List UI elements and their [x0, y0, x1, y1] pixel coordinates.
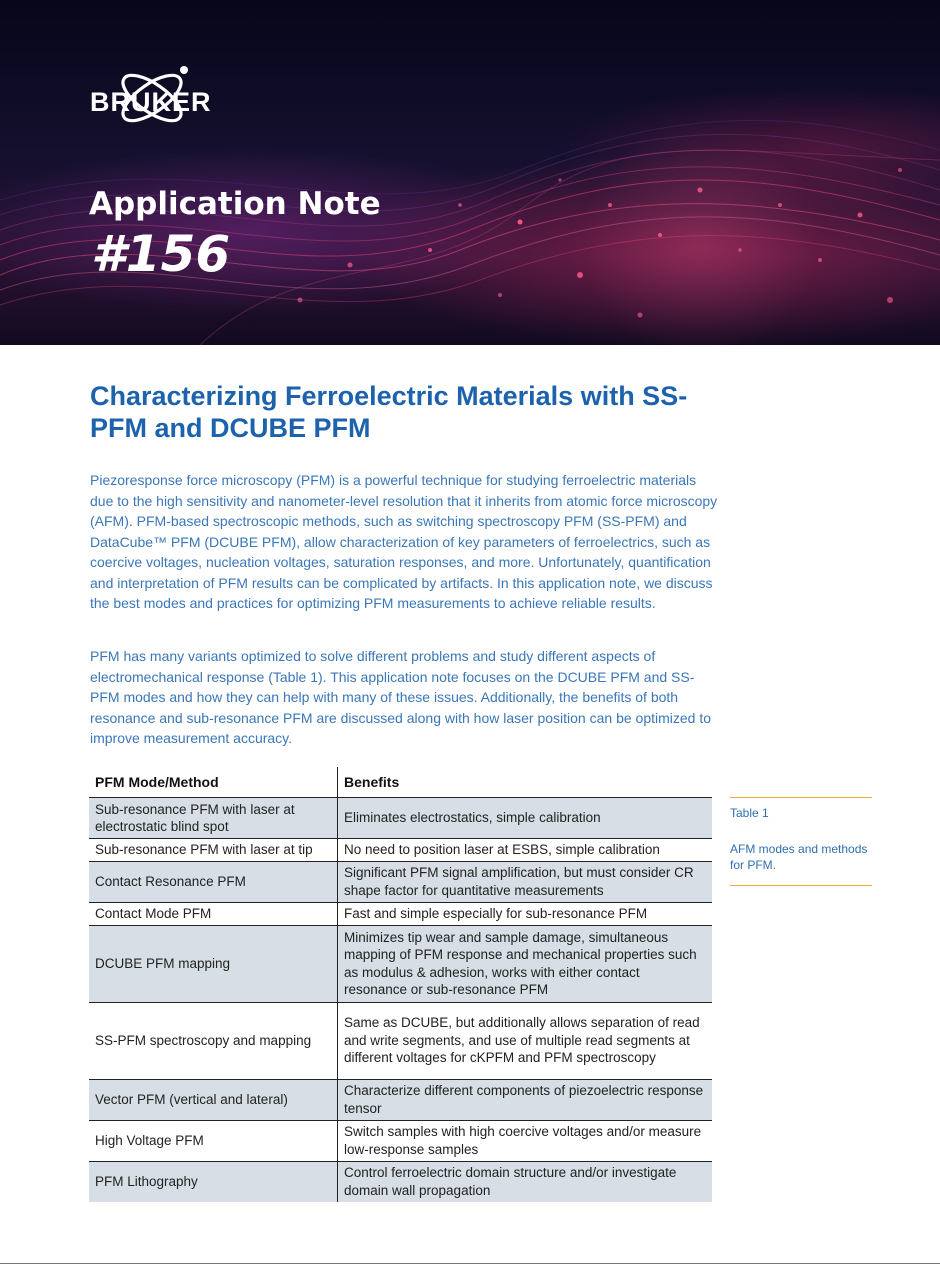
benefit-cell: Control ferroelectric domain structure and/or investigate domain wall propagation	[338, 1161, 713, 1202]
column-header-benefits: Benefits	[338, 767, 713, 798]
brand-logo-text: BRUKER	[90, 87, 212, 117]
application-note-number: #156	[91, 225, 231, 283]
page-title: Characterizing Ferroelectric Materials with SS-PFM and DCUBE PFM	[90, 381, 688, 443]
mode-cell: Sub-resonance PFM with laser at electrostatic blind spot	[89, 798, 338, 839]
benefit-cell: Significant PFM signal amplification, but must consider CR shape factor for quantitative measurements	[338, 861, 713, 902]
network-wave-graphic	[0, 0, 940, 345]
table-row	[89, 1161, 712, 1202]
table-row	[89, 798, 712, 839]
table-row	[89, 925, 712, 1002]
column-header-mode: PFM Mode/Method	[89, 767, 338, 798]
benefit-cell: Switch samples with high coercive voltages and/or measure low-response samples	[338, 1120, 713, 1161]
caption-top-rule	[730, 797, 872, 798]
benefit-cell: Characterize different components of piezoelectric response tensor	[338, 1079, 713, 1120]
table-row	[89, 839, 712, 862]
mode-cell: High Voltage PFM	[89, 1120, 338, 1161]
mode-cell: SS-PFM spectroscopy and mapping	[89, 1002, 338, 1079]
benefit-cell: No need to position laser at ESBS, simple calibration	[338, 839, 713, 862]
table-row	[89, 861, 712, 902]
table-row	[89, 1079, 712, 1120]
benefit-cell: Same as DCUBE, but additionally allows separation of read and write segments, and use of multiple read segments at different voltages for cKPFM and PFM spectroscopy	[338, 1002, 713, 1079]
mode-cell: DCUBE PFM mapping	[89, 925, 338, 1002]
table-header-row	[89, 767, 712, 798]
mode-cell: Vector PFM (vertical and lateral)	[89, 1079, 338, 1120]
page-bottom-rule	[0, 1263, 940, 1264]
table-row	[89, 1120, 712, 1161]
mode-cell: Sub-resonance PFM with laser at tip	[89, 839, 338, 862]
mode-cell: PFM Lithography	[89, 1161, 338, 1202]
caption-bottom-rule	[730, 885, 872, 886]
table-caption-label: Table 1	[730, 806, 769, 820]
benefit-cell: Eliminates electrostatics, simple calibration	[338, 798, 713, 839]
table-row	[89, 1002, 712, 1079]
table-row	[89, 902, 712, 925]
benefit-cell: Minimizes tip wear and sample damage, simultaneous mapping of PFM response and mechanical properties such as modulus & adhesion, works with either contact resonance or sub-resonance PFM	[338, 925, 713, 1002]
modes-paragraph: PFM has many variants optimized to solve different problems and study different aspects of electromechanical response (Table 1). This application note focuses on the DCUBE PFM and SS-PFM modes and how they can help with many of these issues. Additionally, the benefits of both resonance and sub-resonance PFM are discussed along with how laser position can be optimized to improve measurement accuracy.	[90, 648, 712, 746]
benefit-cell: Fast and simple especially for sub-resonance PFM	[338, 902, 713, 925]
mode-cell: Contact Mode PFM	[89, 902, 338, 925]
hero-banner	[0, 0, 940, 345]
table-caption-text: AFM modes and methods for PFM.	[730, 842, 868, 872]
mode-cell: Contact Resonance PFM	[89, 861, 338, 902]
application-note-label: Application Note	[89, 186, 381, 222]
pfm-modes-table	[89, 767, 712, 1202]
intro-paragraph: Piezoresponse force microscopy (PFM) is a powerful technique for studying ferroelectric materials due to the high sensitivity and nanometer-level resolution that it inherits from atomic force microscopy (AFM). PFM-based spectroscopic methods, such as switching spectroscopy PFM (SS-PFM) and DataCube™ PFM (DCUBE PFM), allow characterization of key parameters of ferroelectrics, such as coercive voltages, nucleation voltages, saturation responses, and more. Unfortunately, quantification and interpretation of PFM results can be complicated by artifacts. In this application note, we discuss the best modes and practices for optimizing PFM measurements to achieve reliable results.	[90, 472, 718, 611]
